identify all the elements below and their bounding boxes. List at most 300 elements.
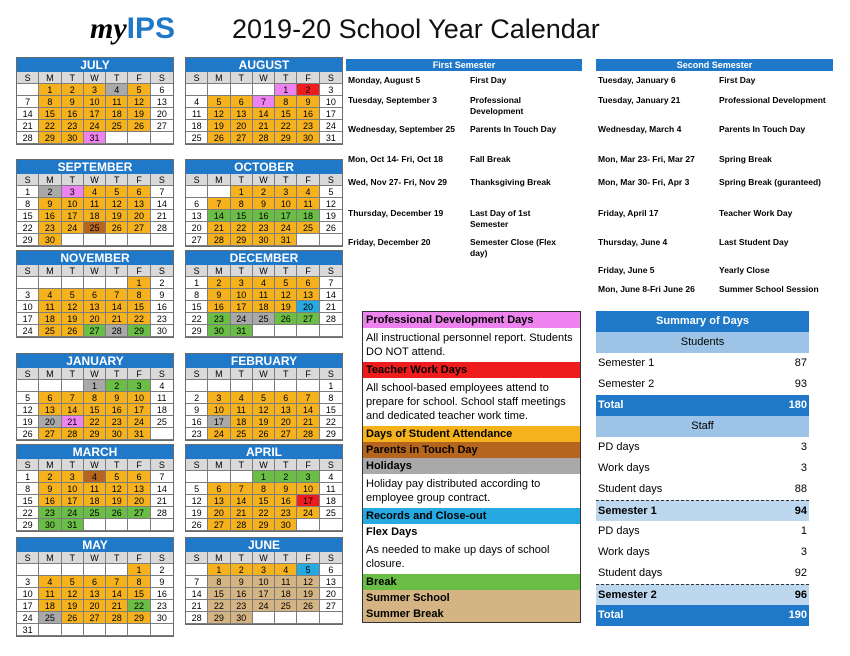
row-value: 92: [794, 567, 807, 579]
empty-cell: [62, 624, 84, 636]
day-cell: 12: [275, 289, 297, 301]
day-cell: 5: [62, 576, 84, 588]
day-cell: 18: [151, 404, 173, 416]
day-cell: 9: [297, 96, 319, 108]
day-cell: 23: [231, 600, 253, 612]
day-cell: 17: [17, 313, 39, 325]
day-cell: 25: [39, 612, 61, 624]
month-grid: [17, 459, 173, 531]
day-cell: 26: [128, 120, 150, 132]
day-cell: 4: [39, 576, 61, 588]
day-cell: 6: [320, 564, 342, 576]
day-cell: 25: [186, 132, 208, 144]
second-semester-panel: [596, 59, 833, 71]
day-cell: 29: [39, 132, 61, 144]
weekday-header: M: [39, 174, 61, 186]
day-cell: 25: [231, 428, 253, 440]
day-cell: 22: [208, 600, 230, 612]
day-cell: 3: [231, 277, 253, 289]
weekday-header: M: [208, 265, 230, 277]
day-cell: 20: [186, 222, 208, 234]
empty-cell: [106, 564, 128, 576]
day-cell: 14: [253, 108, 275, 120]
day-cell: 4: [186, 96, 208, 108]
day-cell: 16: [186, 416, 208, 428]
day-cell: 14: [151, 483, 173, 495]
day-cell: 8: [84, 392, 106, 404]
day-cell: 18: [84, 210, 106, 222]
day-cell: 20: [297, 301, 319, 313]
day-cell: 2: [231, 564, 253, 576]
students-sem1-row: [596, 353, 809, 374]
day-cell: 27: [151, 120, 173, 132]
day-cell: 17: [320, 108, 342, 120]
day-cell: 20: [151, 108, 173, 120]
empty-cell: [84, 277, 106, 289]
day-cell: 31: [84, 132, 106, 144]
day-cell: 20: [208, 507, 230, 519]
legend-label: Summer School: [363, 590, 580, 606]
month-grid: [186, 72, 342, 144]
empty-cell: [128, 234, 150, 246]
row-value: 93: [794, 378, 807, 390]
day-cell: 1: [275, 84, 297, 96]
day-cell: 27: [231, 132, 253, 144]
day-cell: 26: [17, 428, 39, 440]
day-cell: 21: [208, 222, 230, 234]
day-cell: 24: [297, 507, 319, 519]
weekday-header: S: [17, 459, 39, 471]
day-cell: 21: [253, 120, 275, 132]
day-cell: 16: [106, 404, 128, 416]
day-cell: 27: [84, 325, 106, 337]
logo-ips: IPS: [126, 12, 176, 45]
empty-cell: [208, 380, 230, 392]
day-cell: 27: [275, 428, 297, 440]
weekday-header: S: [186, 552, 208, 564]
day-cell: 8: [17, 483, 39, 495]
month-may: [16, 537, 174, 637]
legend-label: Break: [363, 574, 580, 590]
empty-cell: [297, 519, 319, 531]
month-august: [185, 57, 343, 145]
day-cell: 5: [17, 392, 39, 404]
empty-cell: [106, 519, 128, 531]
day-cell: 25: [39, 325, 61, 337]
weekday-header: W: [84, 368, 106, 380]
day-cell: 4: [151, 380, 173, 392]
day-cell: 12: [128, 96, 150, 108]
weekday-header: T: [275, 368, 297, 380]
day-cell: 19: [62, 313, 84, 325]
day-cell: 13: [275, 404, 297, 416]
day-cell: 2: [151, 564, 173, 576]
day-cell: 1: [186, 277, 208, 289]
day-cell: 15: [128, 588, 150, 600]
day-cell: 2: [253, 186, 275, 198]
day-cell: 23: [106, 416, 128, 428]
day-cell: 27: [297, 313, 319, 325]
weekday-header: T: [62, 174, 84, 186]
day-cell: 11: [297, 198, 319, 210]
logo-my: my: [90, 12, 127, 45]
day-cell: 25: [320, 507, 342, 519]
event-date: Tuesday, January 21: [598, 95, 681, 105]
event-date: Wednesday, September 25: [348, 124, 455, 134]
weekday-header: S: [151, 459, 173, 471]
event-desc: Spring Break: [719, 154, 772, 164]
weekday-header: W: [84, 459, 106, 471]
staff-sem1-total-row: [596, 500, 809, 521]
day-cell: 9: [253, 198, 275, 210]
staff-row: [596, 542, 809, 563]
day-cell: 22: [253, 507, 275, 519]
day-cell: 7: [151, 186, 173, 198]
empty-cell: [320, 234, 342, 246]
day-cell: 9: [106, 392, 128, 404]
day-cell: 5: [297, 564, 319, 576]
empty-cell: [208, 471, 230, 483]
day-cell: 31: [62, 519, 84, 531]
empty-cell: [186, 471, 208, 483]
day-cell: 25: [84, 507, 106, 519]
day-cell: 12: [106, 198, 128, 210]
day-cell: 17: [62, 210, 84, 222]
weekday-header: T: [106, 72, 128, 84]
day-cell: 24: [231, 313, 253, 325]
weekday-header: T: [62, 265, 84, 277]
day-cell: 14: [106, 301, 128, 313]
day-cell: 14: [297, 404, 319, 416]
day-cell: 30: [253, 234, 275, 246]
event-desc: Summer School Session: [719, 284, 819, 294]
day-cell: 10: [208, 404, 230, 416]
month-grid: [17, 368, 173, 440]
weekday-header: S: [151, 72, 173, 84]
weekday-header: S: [320, 368, 342, 380]
month-april: [185, 444, 343, 532]
empty-cell: [297, 325, 319, 337]
row-value: 180: [788, 399, 807, 411]
day-cell: 17: [128, 404, 150, 416]
day-cell: 18: [253, 301, 275, 313]
empty-cell: [208, 84, 230, 96]
day-cell: 14: [106, 588, 128, 600]
day-cell: 24: [208, 428, 230, 440]
day-cell: 12: [17, 404, 39, 416]
event-desc: Last Day of 1st Semester: [470, 208, 531, 229]
day-cell: 29: [186, 325, 208, 337]
day-cell: 8: [128, 576, 150, 588]
day-cell: 7: [62, 392, 84, 404]
weekday-header: S: [186, 174, 208, 186]
day-cell: 21: [186, 600, 208, 612]
day-cell: 13: [128, 198, 150, 210]
empty-cell: [62, 380, 84, 392]
day-cell: 11: [106, 96, 128, 108]
empty-cell: [128, 624, 150, 636]
day-cell: 26: [62, 325, 84, 337]
day-cell: 13: [231, 108, 253, 120]
day-cell: 24: [62, 507, 84, 519]
day-cell: 6: [39, 392, 61, 404]
event-date: Wed, Nov 27- Fri, Nov 29: [348, 177, 448, 187]
day-cell: 28: [106, 612, 128, 624]
month-name: OCTOBER: [186, 160, 342, 174]
day-cell: 7: [17, 96, 39, 108]
event-date: Friday, June 5: [598, 265, 655, 275]
day-cell: 15: [253, 495, 275, 507]
day-cell: 31: [17, 624, 39, 636]
myips-logo: [90, 12, 175, 46]
month-grid: [186, 552, 342, 624]
day-cell: 3: [84, 84, 106, 96]
day-cell: 6: [84, 576, 106, 588]
day-cell: 25: [84, 222, 106, 234]
day-cell: 8: [128, 289, 150, 301]
empty-cell: [186, 84, 208, 96]
weekday-header: T: [231, 459, 253, 471]
row-value: 94: [794, 505, 807, 517]
event-desc: Spring Break (guranteed): [719, 177, 822, 187]
weekday-header: S: [151, 174, 173, 186]
weekday-header: S: [17, 265, 39, 277]
day-cell: 7: [106, 576, 128, 588]
month-name: JUNE: [186, 538, 342, 552]
weekday-header: T: [275, 72, 297, 84]
day-cell: 23: [275, 507, 297, 519]
row-value: 3: [800, 441, 807, 453]
day-cell: 23: [186, 428, 208, 440]
day-cell: 8: [186, 289, 208, 301]
legend-label: Teacher Work Days: [363, 362, 580, 378]
day-cell: 14: [208, 210, 230, 222]
event-date: Friday, April 17: [598, 208, 659, 218]
empty-cell: [320, 325, 342, 337]
day-cell: 2: [297, 84, 319, 96]
legend-label: Summer Break: [363, 606, 580, 622]
day-cell: 18: [275, 588, 297, 600]
day-cell: 28: [253, 132, 275, 144]
day-cell: 29: [17, 234, 39, 246]
weekday-header: S: [186, 265, 208, 277]
day-cell: 12: [320, 198, 342, 210]
day-cell: 18: [84, 495, 106, 507]
weekday-header: W: [253, 552, 275, 564]
month-november: [16, 250, 174, 338]
day-cell: 10: [253, 576, 275, 588]
weekday-header: T: [106, 552, 128, 564]
event-date: Monday, August 5: [348, 75, 421, 85]
day-cell: 22: [128, 600, 150, 612]
day-cell: 21: [106, 600, 128, 612]
day-cell: 13: [84, 588, 106, 600]
empty-cell: [62, 564, 84, 576]
students-sem2-row: [596, 374, 809, 395]
day-cell: 22: [17, 507, 39, 519]
day-cell: 21: [297, 416, 319, 428]
event-desc: Professional Development: [719, 95, 826, 105]
weekday-header: F: [128, 265, 150, 277]
empty-cell: [17, 564, 39, 576]
month-name: MARCH: [17, 445, 173, 459]
day-cell: 21: [17, 120, 39, 132]
month-march: [16, 444, 174, 532]
empty-cell: [106, 624, 128, 636]
day-cell: 16: [231, 588, 253, 600]
empty-cell: [39, 380, 61, 392]
day-cell: 2: [275, 471, 297, 483]
day-cell: 20: [84, 600, 106, 612]
day-cell: 23: [39, 222, 61, 234]
row-label: PD days: [598, 441, 640, 453]
weekday-header: W: [84, 265, 106, 277]
day-cell: 4: [320, 471, 342, 483]
day-cell: 5: [320, 186, 342, 198]
day-cell: 1: [128, 277, 150, 289]
day-cell: 3: [128, 380, 150, 392]
weekday-header: T: [275, 174, 297, 186]
event-desc: Professional Development: [470, 95, 524, 116]
empty-cell: [297, 380, 319, 392]
empty-cell: [39, 564, 61, 576]
day-cell: 22: [186, 313, 208, 325]
day-cell: 8: [275, 96, 297, 108]
day-cell: 17: [297, 495, 319, 507]
day-cell: 12: [297, 576, 319, 588]
day-cell: 28: [231, 519, 253, 531]
day-cell: 3: [275, 186, 297, 198]
event-date: Wednesday, March 4: [598, 124, 682, 134]
day-cell: 5: [128, 84, 150, 96]
weekday-header: S: [151, 552, 173, 564]
event-desc: First Day: [719, 75, 756, 85]
empty-cell: [253, 380, 275, 392]
day-cell: 3: [320, 84, 342, 96]
legend-label: Professional Development Days: [363, 312, 580, 328]
day-cell: 26: [106, 222, 128, 234]
event-date: Mon, Mar 30- Fri, Apr 3: [598, 177, 690, 187]
day-cell: 26: [297, 600, 319, 612]
day-cell: 17: [231, 301, 253, 313]
month-grid: [186, 459, 342, 531]
day-cell: 19: [320, 210, 342, 222]
day-cell: 28: [17, 132, 39, 144]
day-cell: 11: [186, 108, 208, 120]
empty-cell: [62, 277, 84, 289]
day-cell: 11: [84, 198, 106, 210]
day-cell: 29: [208, 612, 230, 624]
day-cell: 18: [320, 495, 342, 507]
event-desc: Fall Break: [470, 154, 511, 164]
day-cell: 22: [275, 120, 297, 132]
month-june: [185, 537, 343, 625]
weekday-header: T: [62, 368, 84, 380]
day-cell: 8: [320, 392, 342, 404]
event-desc: Thanksgiving Break: [470, 177, 551, 187]
day-cell: 11: [320, 483, 342, 495]
empty-cell: [106, 132, 128, 144]
day-cell: 6: [208, 483, 230, 495]
day-cell: 19: [186, 507, 208, 519]
weekday-header: F: [297, 552, 319, 564]
day-cell: 24: [84, 120, 106, 132]
day-cell: 19: [62, 600, 84, 612]
day-cell: 28: [297, 428, 319, 440]
day-cell: 30: [275, 519, 297, 531]
day-cell: 24: [17, 325, 39, 337]
day-cell: 15: [186, 301, 208, 313]
day-cell: 6: [84, 289, 106, 301]
day-cell: 30: [151, 612, 173, 624]
row-label: Semester 1: [598, 505, 657, 517]
row-value: 87: [794, 357, 807, 369]
day-cell: 19: [253, 416, 275, 428]
weekday-header: S: [151, 265, 173, 277]
day-cell: 23: [297, 120, 319, 132]
day-cell: 2: [62, 84, 84, 96]
day-cell: 15: [39, 108, 61, 120]
day-cell: 9: [231, 576, 253, 588]
day-cell: 20: [320, 588, 342, 600]
day-cell: 19: [106, 495, 128, 507]
day-cell: 2: [39, 471, 61, 483]
day-cell: 10: [62, 483, 84, 495]
day-cell: 14: [62, 404, 84, 416]
empty-cell: [275, 325, 297, 337]
empty-cell: [151, 132, 173, 144]
day-cell: 26: [320, 222, 342, 234]
day-cell: 4: [253, 277, 275, 289]
day-cell: 25: [297, 222, 319, 234]
day-cell: 21: [231, 507, 253, 519]
month-name: DECEMBER: [186, 251, 342, 265]
empty-cell: [17, 380, 39, 392]
day-cell: 19: [275, 301, 297, 313]
staff-row: [596, 563, 809, 584]
staff-sem1-rows: [596, 437, 809, 500]
day-cell: 6: [186, 198, 208, 210]
day-cell: 16: [253, 210, 275, 222]
weekday-header: S: [17, 368, 39, 380]
staff-header: Staff: [596, 416, 809, 437]
day-cell: 17: [17, 600, 39, 612]
day-cell: 29: [17, 519, 39, 531]
weekday-header: S: [186, 72, 208, 84]
month-name: APRIL: [186, 445, 342, 459]
day-cell: 31: [128, 428, 150, 440]
event-date: Thursday, June 4: [598, 237, 668, 247]
day-cell: 18: [297, 210, 319, 222]
day-cell: 18: [106, 108, 128, 120]
day-cell: 14: [186, 588, 208, 600]
month-name: JANUARY: [17, 354, 173, 368]
day-cell: 23: [253, 222, 275, 234]
event-desc: Parents In Touch Day: [470, 124, 557, 134]
row-label: Work days: [598, 546, 650, 558]
day-cell: 27: [320, 600, 342, 612]
month-grid: [17, 72, 173, 144]
day-cell: 7: [297, 392, 319, 404]
day-cell: 6: [275, 392, 297, 404]
day-cell: 3: [208, 392, 230, 404]
staff-sem2-rows: [596, 521, 809, 584]
event-date: Mon, Mar 23- Fri, Mar 27: [598, 154, 695, 164]
event-date: Tuesday, September 3: [348, 95, 437, 105]
weekday-header: T: [231, 72, 253, 84]
event-date: Mon, June 8-Fri June 26: [598, 284, 695, 294]
day-cell: 16: [39, 210, 61, 222]
